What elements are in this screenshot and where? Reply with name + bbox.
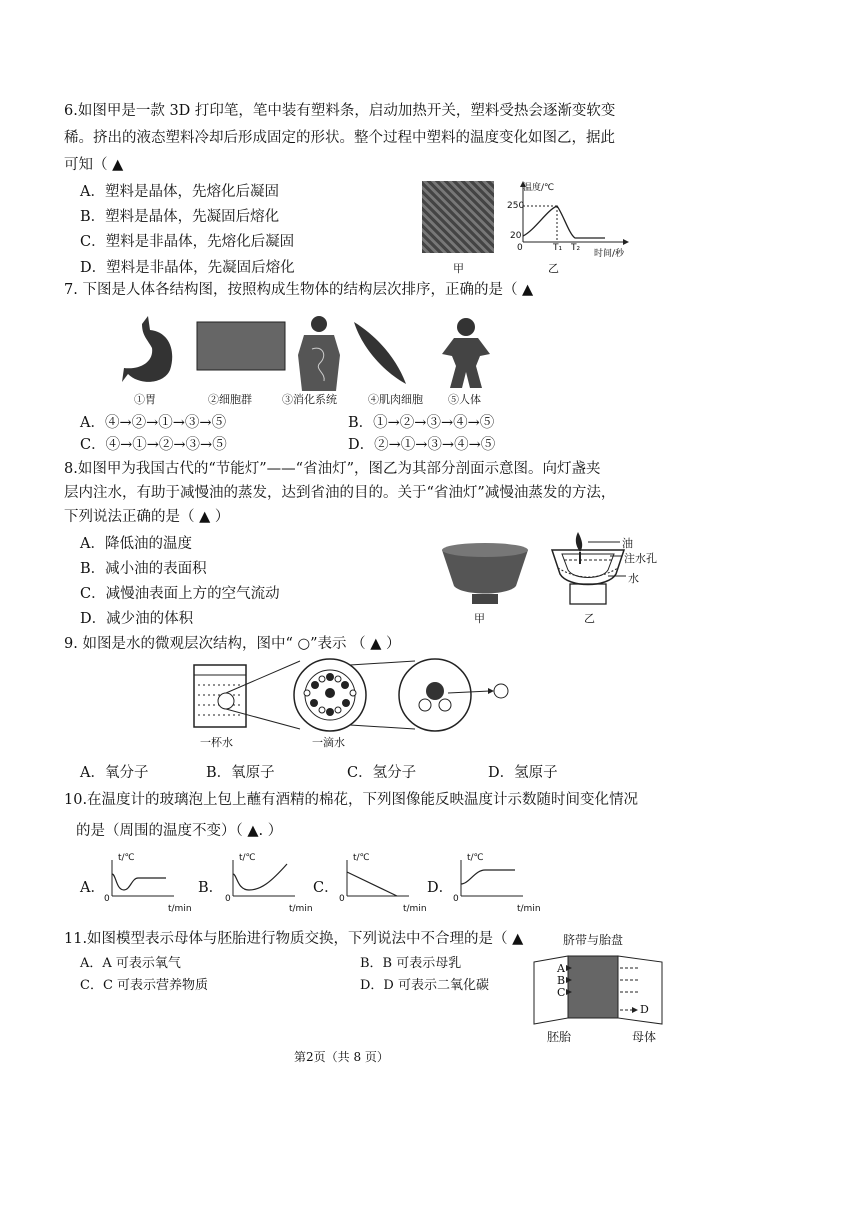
q10-letter-b: B．: [198, 880, 224, 896]
q9-stem: 9. 如图是水的微观层次结构，图中“ ○”表示 （ ▲ ）: [64, 636, 401, 652]
q10-a-origin: 0: [104, 894, 110, 904]
q8-option-d: D．减少油的体积: [80, 611, 194, 627]
q10-d-ylabel: t/℃: [467, 853, 484, 863]
q10-a-ylabel: t/℃: [118, 853, 135, 863]
q11-diagram-title: 脐带与胎盘: [563, 933, 624, 947]
cell-group-figure: [197, 322, 285, 370]
q10-d-xlabel: t/min: [517, 904, 541, 914]
q11-arrow-a: A: [557, 962, 565, 975]
q9-option-d: D．氢原子: [488, 765, 558, 781]
q6-fig-label-left: 甲: [453, 262, 464, 275]
q7-caption-1: ①胃: [134, 393, 156, 406]
q10-graph-b: [227, 858, 299, 902]
q7-caption-4: ④肌肉细胞: [368, 393, 423, 406]
q11-arrow-d: D: [640, 1003, 649, 1016]
q7-option-d: D．②→①→③→④→⑤: [348, 437, 496, 453]
q7-option-b: B．①→②→③→④→⑤: [348, 415, 495, 431]
placenta-exchange-diagram: [528, 952, 672, 1026]
q10-graph-d: [455, 858, 527, 902]
q8-label-oil: 油: [622, 537, 633, 550]
q8-line2: 层内注水，有助于减慢油的蒸发，达到省油的目的。关于“省油灯”减慢油蒸发的方法，: [64, 485, 616, 501]
page-footer: 第2页（共 8 页）: [294, 1050, 389, 1064]
q11-arrow-c: C: [557, 986, 566, 999]
q11-option-d: D．D 可表示二氧化碳: [360, 978, 489, 993]
q9-option-c: C．氢分子: [347, 765, 417, 781]
q10-d-origin: 0: [453, 894, 459, 904]
q7-caption-5: ⑤人体: [448, 393, 481, 406]
q8-fig-label-right: 乙: [584, 612, 595, 625]
q10-letter-d: D．: [427, 880, 454, 896]
q6-graph-xlabel: 时间/秒: [594, 249, 625, 259]
q10-letter-c: C．: [313, 880, 339, 896]
q8-option-c: C．减慢油表面上方的空气流动: [80, 586, 280, 602]
q11-option-c: C．C 可表示营养物质: [80, 978, 209, 993]
q8-fig-label-left: 甲: [474, 612, 485, 625]
q6-line2: 稀。挤出的液态塑料冷却后形成固定的形状。整个过程中塑料的温度变化如图乙，据此: [64, 130, 615, 146]
q11-arrow-b: B: [557, 974, 566, 987]
3d-pen-photo: [422, 181, 494, 253]
q10-line1: 10.在温度计的玻璃泡上包上蘸有酒精的棉花，下列图像能反映温度计示数随时间变化情况: [64, 792, 639, 808]
q8-line1: 8.如图甲为我国古代的“节能灯”——“省油灯”，图乙为其部分剖面示意图。向灯盏夹: [64, 461, 601, 477]
q8-option-b: B．减小油的表面积: [80, 561, 207, 577]
q10-b-xlabel: t/min: [289, 904, 313, 914]
q11-label-mother: 母体: [632, 1030, 657, 1044]
q10-graph-a: [106, 858, 178, 902]
q10-b-origin: 0: [225, 894, 231, 904]
muscle-cell-figure: [350, 318, 410, 388]
q6-option-c: C．塑料是非晶体，先熔化后凝固: [80, 234, 295, 250]
q7-caption-2: ②细胞群: [208, 393, 252, 406]
q10-graph-c: [341, 858, 413, 902]
q9-option-a: A．氧分子: [80, 765, 149, 781]
q8-line3: 下列说法正确的是（ ▲ ）: [64, 509, 230, 525]
q6-option-a: A．塑料是晶体，先熔化后凝固: [80, 184, 279, 200]
q11-option-b: B．B 可表示母乳: [360, 956, 462, 971]
q10-c-ylabel: t/℃: [353, 853, 370, 863]
stomach-figure: [120, 312, 180, 390]
q6-graph-t1: T₁: [553, 243, 563, 253]
human-figure: [440, 316, 492, 390]
q8-label-water: 水: [628, 572, 639, 585]
q10-b-ylabel: t/℃: [239, 853, 256, 863]
q10-c-origin: 0: [339, 894, 345, 904]
q8-option-a: A．降低油的温度: [80, 536, 192, 552]
q6-graph-y-low: 20: [510, 231, 522, 241]
oil-lamp-photo: [440, 540, 530, 606]
q6-graph-origin: 0: [517, 243, 523, 253]
q10-letter-a: A．: [80, 880, 105, 896]
q7-option-a: A．④→②→①→③→⑤: [80, 415, 227, 431]
digestive-system-figure: [292, 315, 346, 393]
q7-caption-3: ③消化系统: [282, 393, 337, 406]
q11-option-a: A．A 可表示氧气: [80, 956, 181, 971]
q7-option-c: C．④→①→②→③→⑤: [80, 437, 227, 453]
q7-stem: 7. 下图是人体各结构图，按照构成生物体的结构层次排序，正确的是（ ▲: [64, 282, 534, 298]
q6-graph-y-high: 250: [507, 201, 525, 211]
q6-option-d: D．塑料是非晶体，先凝固后熔化: [80, 260, 295, 276]
q6-line3: 可知（ ▲: [64, 157, 124, 173]
q10-a-xlabel: t/min: [168, 904, 192, 914]
q6-option-b: B．塑料是晶体，先凝固后熔化: [80, 209, 280, 225]
q6-fig-label-right: 乙: [548, 262, 559, 275]
q9-option-b: B．氧原子: [206, 765, 275, 781]
q11-stem: 11.如图模型表示母体与胚胎进行物质交换，下列说法中不合理的是（ ▲: [64, 931, 524, 947]
q10-c-xlabel: t/min: [403, 904, 427, 914]
q9-caption-drop: 一滴水: [312, 736, 345, 749]
q6-graph-t2: T₂: [571, 243, 581, 253]
oil-lamp-diagram: [548, 528, 628, 608]
q10-line2: 的是（周围的温度不变）（ ▲. ）: [76, 823, 283, 839]
water-structure-diagram: [190, 655, 510, 735]
q9-caption-cup: 一杯水: [200, 736, 233, 749]
q8-label-hole: 注水孔: [624, 552, 657, 565]
q6-graph-ylabel: 温度/℃: [523, 183, 555, 193]
q6-line1: 6.如图甲是一款 3D 打印笔，笔中装有塑料条，启动加热开关，塑料受热会逐渐变软变: [64, 103, 616, 119]
q11-label-embryo: 胚胎: [547, 1030, 572, 1044]
